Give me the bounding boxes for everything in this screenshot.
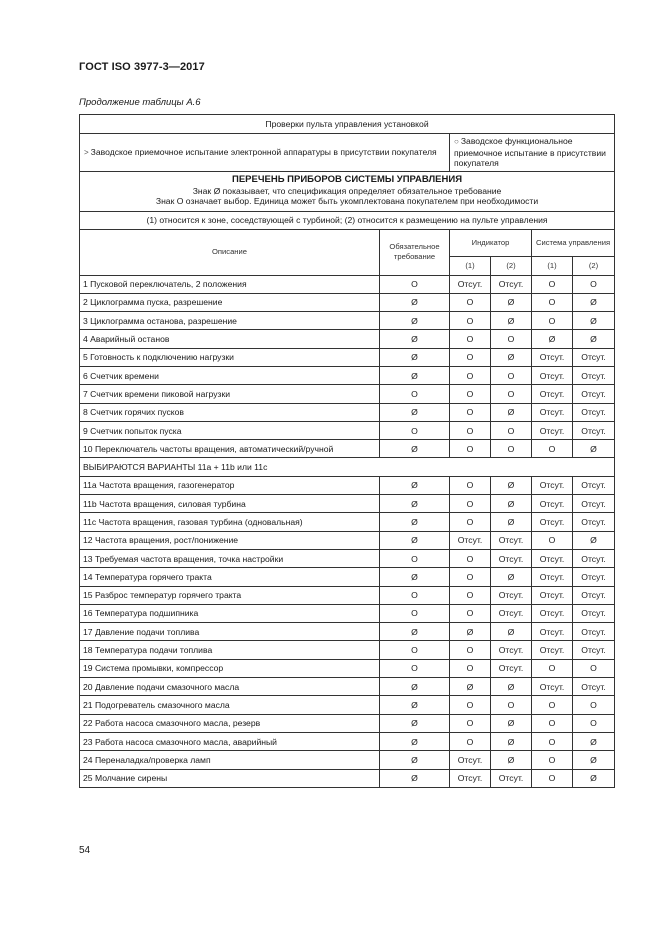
col-system-2: (2) (573, 256, 615, 275)
row-system-1: О (532, 751, 573, 769)
row-system-1: О (532, 275, 573, 293)
row-system-2: О (573, 696, 615, 714)
row-indicator-1: О (450, 495, 491, 513)
table-row (80, 476, 615, 494)
row-system-1: Отсут. (532, 495, 573, 513)
test-left-cell (80, 134, 450, 172)
row-indicator-2: Отсут. (491, 275, 532, 293)
row-system-1: Отсут. (532, 568, 573, 586)
row-system-1: О (532, 696, 573, 714)
row-system-2: Ø (573, 769, 615, 787)
row-indicator-2: Отсут. (491, 659, 532, 677)
row-system-1: Отсут. (532, 623, 573, 641)
row-system-2: О (573, 275, 615, 293)
table-row (80, 623, 615, 641)
row-indicator-1: О (450, 659, 491, 677)
row-indicator-1: Отсут. (450, 751, 491, 769)
row-required: О (380, 659, 450, 677)
table-row (80, 440, 615, 458)
row-indicator-1: О (450, 586, 491, 604)
row-required: Ø (380, 678, 450, 696)
row-indicator-1: О (450, 293, 491, 311)
table-row (80, 366, 615, 384)
row-indicator-1: О (450, 714, 491, 732)
col-indicator-2: (2) (491, 256, 532, 275)
row-system-2: Отсут. (573, 348, 615, 366)
row-required: Ø (380, 330, 450, 348)
row-system-2: Отсут. (573, 604, 615, 622)
row-indicator-1: О (450, 312, 491, 330)
row-system-1: О (532, 714, 573, 732)
row-system-1: Ø (532, 330, 573, 348)
row-description: 5 Готовность к подключению нагрузки (80, 348, 380, 366)
row-system-2: Ø (573, 751, 615, 769)
row-required: Ø (380, 476, 450, 494)
row-indicator-1: Ø (450, 623, 491, 641)
row-indicator-2: Ø (491, 623, 532, 641)
table-row (80, 403, 615, 421)
list-heading: ПЕРЕЧЕНЬ ПРИБОРОВ СИСТЕМЫ УПРАВЛЕНИЯ (232, 174, 463, 186)
row-system-1: О (532, 440, 573, 458)
row-indicator-2: Ø (491, 513, 532, 531)
row-required: О (380, 385, 450, 403)
row-required: Ø (380, 531, 450, 549)
row-indicator-1: Отсут. (450, 531, 491, 549)
row-description: 11с Частота вращения, газовая турбина (одновальная) (80, 513, 380, 531)
row-required: Ø (380, 293, 450, 311)
table-row (80, 769, 615, 787)
row-description: 9 Счетчик попыток пуска (80, 421, 380, 439)
row-indicator-2: О (491, 696, 532, 714)
row-indicator-2: О (491, 385, 532, 403)
row-indicator-1: О (450, 696, 491, 714)
legend-line-2: Знак О означает выбор. Единица может быть укомплектована покупателем при необходимости (155, 196, 539, 207)
row-description: 1 Пусковой переключатель, 2 положения (80, 275, 380, 293)
row-indicator-2: Отсут. (491, 586, 532, 604)
row-indicator-1: О (450, 440, 491, 458)
row-required: О (380, 586, 450, 604)
row-system-2: Отсут. (573, 678, 615, 696)
row-indicator-2: О (491, 366, 532, 384)
row-system-1: Отсут. (532, 385, 573, 403)
row-system-2: Ø (573, 330, 615, 348)
row-system-2: Отсут. (573, 385, 615, 403)
row-system-1: Отсут. (532, 678, 573, 696)
row-system-2: Отсут. (573, 641, 615, 659)
row-indicator-2: Ø (491, 348, 532, 366)
table-row (80, 421, 615, 439)
row-description: 12 Частота вращения, рост/понижение (80, 531, 380, 549)
table-row (80, 641, 615, 659)
row-required: О (380, 604, 450, 622)
table-row (80, 293, 615, 311)
row-required: О (380, 421, 450, 439)
row-system-2: Отсут. (573, 476, 615, 494)
circle-icon: ○ (454, 137, 459, 146)
col-description: Описание (80, 229, 380, 275)
row-description: 13 Требуемая частота вращения, точка настройки (80, 549, 380, 567)
row-indicator-2: Отсут. (491, 641, 532, 659)
row-system-2: Ø (573, 531, 615, 549)
test-left-text: Заводское приемочное испытание электронной аппаратуры в присутствии покупателя (90, 146, 437, 157)
table-row (80, 586, 615, 604)
row-indicator-1: О (450, 366, 491, 384)
document-code: ГОСТ ISO 3977-3—2017 (79, 61, 205, 73)
row-required: Ø (380, 751, 450, 769)
row-system-2: Ø (573, 293, 615, 311)
table-row (80, 751, 615, 769)
col-indicator-1: (1) (450, 256, 491, 275)
row-required: Ø (380, 312, 450, 330)
row-system-2: Ø (573, 732, 615, 750)
row-required: Ø (380, 440, 450, 458)
row-indicator-2: О (491, 421, 532, 439)
row-system-1: О (532, 732, 573, 750)
page-number: 54 (79, 845, 91, 856)
arrow-icon: > (84, 147, 89, 157)
row-system-1: Отсут. (532, 604, 573, 622)
row-indicator-2: Ø (491, 495, 532, 513)
table-row (80, 312, 615, 330)
row-required: Ø (380, 714, 450, 732)
row-indicator-2: Ø (491, 678, 532, 696)
row-system-2: Отсут. (573, 403, 615, 421)
row-indicator-1: О (450, 732, 491, 750)
row-system-2: Отсут. (573, 623, 615, 641)
row-indicator-2: Ø (491, 568, 532, 586)
row-description: 11а Частота вращения, газогенератор (80, 476, 380, 494)
row-system-1: О (532, 659, 573, 677)
table-row (80, 549, 615, 567)
row-system-2: О (573, 659, 615, 677)
row-required: О (380, 549, 450, 567)
row-description: 3 Циклограмма останова, разрешение (80, 312, 380, 330)
instrument-table (79, 114, 615, 788)
row-indicator-1: О (450, 568, 491, 586)
row-system-2: Ø (573, 312, 615, 330)
row-indicator-1: Отсут. (450, 769, 491, 787)
row-system-1: О (532, 531, 573, 549)
row-system-2: О (573, 714, 615, 732)
row-description: 7 Счетчик времени пиковой нагрузки (80, 385, 380, 403)
row-system-1: О (532, 293, 573, 311)
table-row (80, 348, 615, 366)
legend-line-1: Знак Ø показывает, что спецификация определяет обязательное требование (192, 185, 502, 196)
row-required: Ø (380, 348, 450, 366)
row-indicator-2: Ø (491, 732, 532, 750)
col-system-1: (1) (532, 256, 573, 275)
row-system-2: Ø (573, 440, 615, 458)
table-row (80, 275, 615, 293)
row-indicator-1: Отсут. (450, 275, 491, 293)
row-indicator-1: О (450, 385, 491, 403)
row-system-2: Отсут. (573, 549, 615, 567)
row-description: 19 Система промывки, компрессор (80, 659, 380, 677)
row-description: 24 Переналадка/проверка ламп (80, 751, 380, 769)
note-row: (1) относится к зоне, соседствующей с турбиной; (2) относится к размещению на пульте управления (80, 211, 615, 229)
row-description: 15 Разброс температур горячего тракта (80, 586, 380, 604)
row-indicator-2: Отсут. (491, 549, 532, 567)
row-indicator-1: О (450, 513, 491, 531)
table-row (80, 732, 615, 750)
row-indicator-1: О (450, 604, 491, 622)
row-required: Ø (380, 769, 450, 787)
row-required: Ø (380, 513, 450, 531)
row-description: 6 Счетчик времени (80, 366, 380, 384)
row-description: 4 Аварийный останов (80, 330, 380, 348)
row-description: 14 Температура горячего тракта (80, 568, 380, 586)
table-caption: Продолжение таблицы А.6 (79, 97, 201, 108)
row-system-2: Отсут. (573, 586, 615, 604)
row-description: 25 Молчание сирены (80, 769, 380, 787)
row-description: 23 Работа насоса смазочного масла, аварийный (80, 732, 380, 750)
row-system-1: Отсут. (532, 586, 573, 604)
row-system-2: Отсут. (573, 568, 615, 586)
row-required: Ø (380, 696, 450, 714)
row-indicator-1: Ø (450, 678, 491, 696)
row-indicator-2: Ø (491, 293, 532, 311)
row-system-1: Отсут. (532, 403, 573, 421)
row-required: Ø (380, 568, 450, 586)
row-required: Ø (380, 366, 450, 384)
row-indicator-2: Отсут. (491, 604, 532, 622)
row-description: 8 Счетчик горячих пусков (80, 403, 380, 421)
row-indicator-2: Отсут. (491, 531, 532, 549)
row-system-1: Отсут. (532, 513, 573, 531)
table-row (80, 568, 615, 586)
row-indicator-1: О (450, 421, 491, 439)
table-title: Проверки пульта управления установкой (80, 115, 615, 134)
row-indicator-1: О (450, 348, 491, 366)
table-row (80, 513, 615, 531)
row-required: Ø (380, 403, 450, 421)
row-indicator-2: Ø (491, 714, 532, 732)
table-row (80, 659, 615, 677)
row-system-2: Отсут. (573, 366, 615, 384)
row-indicator-2: Ø (491, 751, 532, 769)
table-row (80, 604, 615, 622)
row-description: 2 Циклограмма пуска, разрешение (80, 293, 380, 311)
list-heading-cell (80, 171, 615, 211)
row-indicator-1: О (450, 403, 491, 421)
row-indicator-2: Ø (491, 476, 532, 494)
table-row (80, 678, 615, 696)
row-description: 22 Работа насоса смазочного масла, резерв (80, 714, 380, 732)
row-description: 20 Давление подачи смазочного масла (80, 678, 380, 696)
row-required: О (380, 641, 450, 659)
row-required: О (380, 275, 450, 293)
row-system-1: О (532, 312, 573, 330)
row-system-1: Отсут. (532, 476, 573, 494)
row-indicator-2: О (491, 440, 532, 458)
col-indicator: Индикатор (450, 229, 532, 256)
row-system-2: Отсут. (573, 421, 615, 439)
row-system-1: О (532, 769, 573, 787)
row-description: 16 Температура подшипника (80, 604, 380, 622)
section-label: ВЫБИРАЮТСЯ ВАРИАНТЫ 11а + 11b или 11с (80, 458, 615, 476)
row-indicator-2: О (491, 330, 532, 348)
row-indicator-1: О (450, 641, 491, 659)
col-system: Система управления (532, 229, 615, 256)
table-row (80, 714, 615, 732)
table-row (80, 696, 615, 714)
row-system-1: Отсут. (532, 549, 573, 567)
row-indicator-1: О (450, 330, 491, 348)
row-system-1: Отсут. (532, 641, 573, 659)
table-row (80, 330, 615, 348)
row-description: 11b Частота вращения, силовая турбина (80, 495, 380, 513)
row-required: Ø (380, 495, 450, 513)
col-required: Обязательное требование (380, 229, 450, 275)
row-system-2: Отсут. (573, 513, 615, 531)
row-system-1: Отсут. (532, 421, 573, 439)
test-right-text: Заводское функциональное приемочное испытание в присутствии покупателя (454, 136, 606, 168)
row-indicator-2: Ø (491, 403, 532, 421)
table-row (80, 495, 615, 513)
row-indicator-2: Отсут. (491, 769, 532, 787)
row-system-2: Отсут. (573, 495, 615, 513)
table-row (80, 385, 615, 403)
row-description: 21 Подогреватель смазочного масла (80, 696, 380, 714)
test-right-cell (450, 134, 615, 172)
row-description: 17 Давление подачи топлива (80, 623, 380, 641)
row-description: 10 Переключатель частоты вращения, автоматический/ручной (80, 440, 380, 458)
row-indicator-1: О (450, 476, 491, 494)
row-system-1: Отсут. (532, 348, 573, 366)
row-description: 18 Температура подачи топлива (80, 641, 380, 659)
row-indicator-2: Ø (491, 312, 532, 330)
row-indicator-1: О (450, 549, 491, 567)
section-row (80, 458, 615, 476)
table-row (80, 531, 615, 549)
row-required: Ø (380, 623, 450, 641)
row-system-1: Отсут. (532, 366, 573, 384)
row-required: Ø (380, 732, 450, 750)
